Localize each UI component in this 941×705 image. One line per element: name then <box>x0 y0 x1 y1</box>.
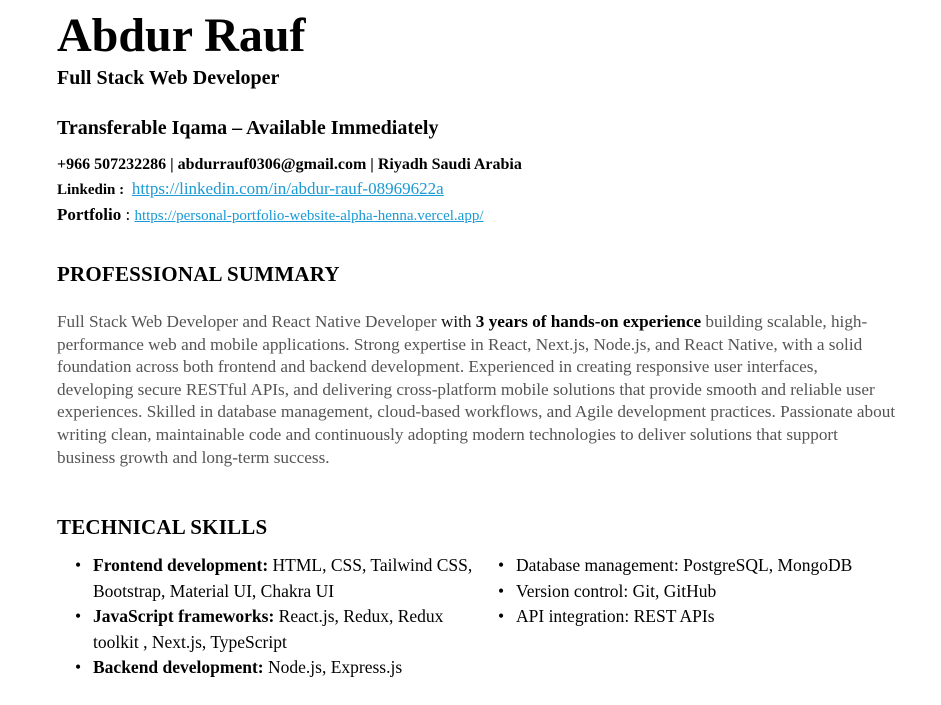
skill-item-version-control <box>498 579 918 605</box>
bullet-icon: • <box>75 657 82 677</box>
bullet-icon: • <box>498 580 505 601</box>
summary-with: with <box>440 312 476 331</box>
iqama-status: Transferable Iqama – Available Immediately <box>57 117 439 139</box>
linkedin-line <box>57 179 444 200</box>
candidate-name: Abdur Rauf <box>57 9 306 62</box>
skill-label: JavaScript frameworks: <box>93 606 275 626</box>
bullet-icon: • <box>498 555 505 575</box>
summary-experience: 3 years of hands-on experience <box>475 312 702 331</box>
skills-heading: TECHNICAL SKILLS <box>57 515 268 539</box>
bullet-icon: • <box>75 606 82 626</box>
summary-intro: Full Stack Web Developer and React Native Developer <box>57 312 441 331</box>
skill-item-js-frameworks <box>75 604 485 655</box>
contact-line: +966 507232286 | abdurrauf0306@gmail.com | Riyadh Saudi Arabia <box>57 156 522 173</box>
linkedin-link[interactable]: https://linkedin.com/in/abdur-rauf-08969622a <box>131 179 444 198</box>
summary-body: building scalable, high-performance web and mobile applications. Strong expertise in React, Next.js, Node.js, and React Native, with a solid foundation across both frontend and backend development. Experienced in creating responsive user interfaces, developing secure RESTful APIs, and delivering cross-platform mobile solutions that provide smooth and reliable user experiences. Skilled in database management, cloud-based workflows, and Agile development practices. Passionate about writing clean, maintainable code and continuously adopting modern technologies to deliver solutions that support business growth and long-term success. <box>57 312 896 467</box>
portfolio-link[interactable]: https://personal-portfolio-website-alpha-henna.vercel.app/ <box>134 208 484 224</box>
skill-text: HTML, CSS, Tailwind CSS, Bootstrap, Material UI, Chakra UI <box>93 555 473 601</box>
skill-item-database <box>498 553 918 579</box>
skill-label: Frontend development: <box>93 555 269 575</box>
portfolio-label: Portfolio <box>57 205 122 224</box>
skills-list-right <box>498 553 918 630</box>
job-title: Full Stack Web Developer <box>57 67 280 89</box>
skill-item-backend <box>75 655 485 681</box>
skill-text: Version control: Git, GitHub <box>516 580 717 601</box>
skill-item-api <box>498 604 918 630</box>
skill-item-frontend <box>75 553 485 604</box>
summary-paragraph <box>57 311 897 469</box>
skill-text: API integration: REST APIs <box>516 606 715 626</box>
skills-list-left <box>75 553 485 681</box>
summary-heading: PROFESSIONAL SUMMARY <box>57 262 340 286</box>
skill-label: Backend development: <box>93 657 264 677</box>
skill-text: Database management: PostgreSQL, MongoDB <box>516 555 853 575</box>
bullet-icon: • <box>75 555 82 575</box>
portfolio-separator: : <box>121 205 135 224</box>
skill-text: React.js, Redux, Redux toolkit , Next.js, TypeScript <box>93 606 444 652</box>
skill-text: Node.js, Express.js <box>263 657 403 677</box>
portfolio-line <box>57 205 483 226</box>
linkedin-label: Linkedin : <box>57 182 125 198</box>
bullet-icon: • <box>498 606 505 626</box>
